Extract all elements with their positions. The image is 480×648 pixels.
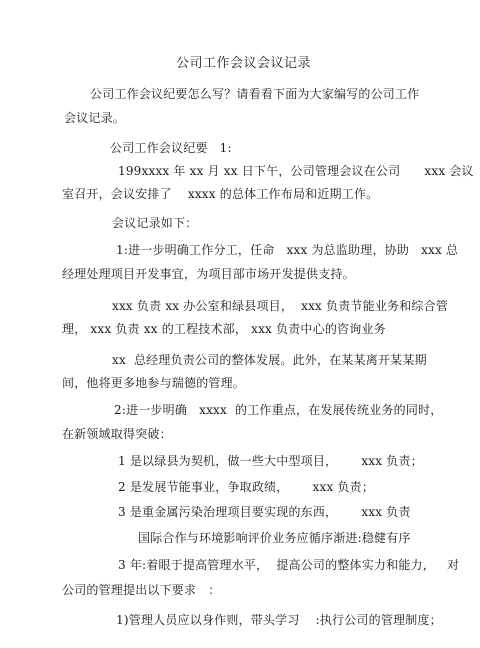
paragraph-line: 199xxxx 年 xx 月 xx 日下午，公司管理会议在公司 xxx 会议 [118, 164, 474, 178]
paragraph-line: xx 总经理负责公司的整体发展。此外，在某某离开某某期 [112, 353, 427, 367]
paragraph-line: 1:进一步明确工作分工，任命 xxx 为总监助理，协助 xxx 总 [116, 243, 459, 257]
intro-line-1: 公司工作会议纪要怎么写？请看看下面为大家编写的公司工作 [90, 87, 420, 101]
list-item: 2 是发展节能事业，争取政绩， xxx 负责； [118, 480, 375, 494]
paragraph-line: 间，他将更多地参与瑞德的管理。 [62, 376, 246, 390]
paragraph-line: 室召开，会议安排了 xxxx 的总体工作布局和近期工作。 [62, 187, 379, 201]
document-title: 公司工作会议会议记录 [176, 56, 312, 71]
list-item: 1)管理人员应以身作则，带头学习 :执行公司的管理制度； [116, 613, 442, 627]
paragraph-line: 会议记录如下： [112, 216, 198, 230]
intro-line-2: 会议记录。 [64, 111, 126, 125]
paragraph-line: 2:进一步明确 xxxx 的工作重点，在发展传统业务的同时， [114, 403, 443, 417]
paragraph-line: 国际合作与环境影响评价业务应循序渐进:稳健有序 [138, 531, 411, 545]
paragraph-line: 公司的管理提出以下要求 ： [62, 583, 221, 597]
paragraph-line: 经理处理项目开发事宜，为项目部市场开发提供支持。 [62, 267, 355, 281]
paragraph-line: 在新领域取得突破： [62, 427, 172, 441]
list-item: 1 是以绿县为契机，做一些大中型项目， xxx 负责； [118, 454, 423, 468]
list-item: 3 是重金属污染治理项目要实现的东西， xxx 负责 [118, 505, 411, 519]
paragraph-line: 理， xxx 负责 xx 的工程技术部， xxx 负责中心的咨询业务 [62, 322, 386, 336]
section-heading-1: 公司工作会议纪要 1: [110, 141, 232, 155]
paragraph-line: 3 年:着眼于提高管理水平， 提高公司的整体实力和能力， 对 [118, 558, 460, 572]
paragraph-line: xxx 负责 xx 办公室和绿县项目， xxx 负责节能业务和综合管 [112, 299, 449, 313]
